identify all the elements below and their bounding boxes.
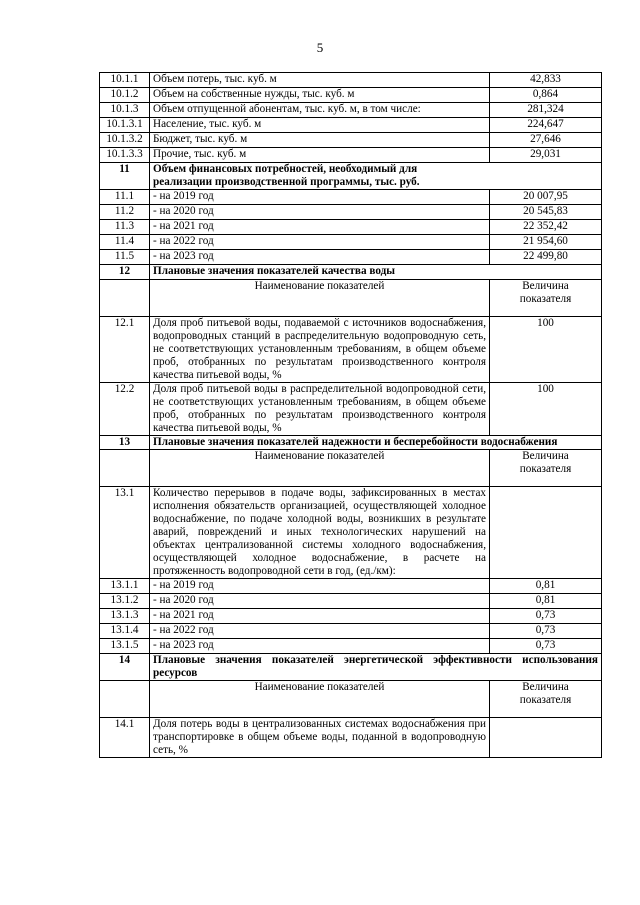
row-name: Прочие, тыс. куб. м	[150, 148, 490, 163]
row-value	[490, 487, 602, 579]
row-name: - на 2023 год	[150, 250, 490, 265]
row-value: 0,864	[490, 88, 602, 103]
row-value: 0,81	[490, 579, 602, 594]
header-name: Наименование показателей	[150, 681, 490, 718]
table-row	[100, 73, 602, 88]
row-value: 100	[490, 317, 602, 383]
row-number: 13.1.4	[100, 624, 150, 639]
indicators-table	[99, 72, 602, 758]
row-value: 281,324	[490, 103, 602, 118]
table-row	[100, 317, 602, 383]
header-value: Величина показателя	[490, 450, 602, 487]
header-spacer	[100, 280, 150, 317]
row-number: 10.1.1	[100, 73, 150, 88]
section-row	[100, 163, 602, 190]
row-number: 13.1	[100, 487, 150, 579]
header-name: Наименование показателей	[150, 450, 490, 487]
table-row	[100, 88, 602, 103]
row-name: - на 2019 год	[150, 579, 490, 594]
row-value: 0,73	[490, 609, 602, 624]
row-name: - на 2020 год	[150, 205, 490, 220]
row-name: - на 2022 год	[150, 235, 490, 250]
row-name: Бюджет, тыс. куб. м	[150, 133, 490, 148]
header-value: Величина показателя	[490, 280, 602, 317]
section-number: 14	[100, 654, 150, 681]
table-row	[100, 148, 602, 163]
section-title: Плановые значения показателей надежности и бесперебойности водоснабжения	[150, 436, 602, 450]
table-row	[100, 624, 602, 639]
section-number: 11	[100, 163, 150, 190]
table-row	[100, 639, 602, 654]
row-name: Объем на собственные нужды, тыс. куб. м	[150, 88, 490, 103]
row-value: 22 499,80	[490, 250, 602, 265]
row-number: 10.1.3.3	[100, 148, 150, 163]
row-name: Объем отпущенной абонентам, тыс. куб. м, в том числе:	[150, 103, 490, 118]
section-row	[100, 436, 602, 450]
page-number: 5	[316, 40, 324, 55]
table-row	[100, 190, 602, 205]
section-title: Плановые значения показателей качества воды	[150, 265, 602, 280]
row-value: 20 007,95	[490, 190, 602, 205]
row-name: Количество перерывов в подаче воды, зафиксированных в местах исполнения обязательств организацией, осуществляющей холодное водоснабжение, по подаче холодной воды, возникших в результате аварий, повреждений и иных технологических нарушений на объектах централизованной системы холодного водоснабжения, осуществляющей холодное водоснабжение, в расчете на протяженность водопроводной сети в год, (ед./км):	[150, 487, 490, 579]
row-number: 11.3	[100, 220, 150, 235]
table-row	[100, 383, 602, 436]
row-number: 12.2	[100, 383, 150, 436]
table-row	[100, 609, 602, 624]
table-row	[100, 118, 602, 133]
row-value: 21 954,60	[490, 235, 602, 250]
row-number: 11.2	[100, 205, 150, 220]
row-value: 0,81	[490, 594, 602, 609]
row-number: 10.1.3	[100, 103, 150, 118]
table-row	[100, 487, 602, 579]
row-name: Доля потерь воды в централизованных системах водоснабжения при транспортировке в общем объеме воды, поданной в водопроводную сеть, %	[150, 718, 490, 758]
row-number: 10.1.3.1	[100, 118, 150, 133]
row-value: 22 352,42	[490, 220, 602, 235]
row-value: 20 545,83	[490, 205, 602, 220]
row-number: 14.1	[100, 718, 150, 758]
row-name: - на 2021 год	[150, 220, 490, 235]
row-number: 13.1.3	[100, 609, 150, 624]
row-value: 0,73	[490, 639, 602, 654]
row-number: 13.1.2	[100, 594, 150, 609]
row-value: 0,73	[490, 624, 602, 639]
row-name: Доля проб питьевой воды в распределительной водопроводной сети, не соответствующих установленным требованиям, в общем объеме проб, отобранных по результатам производственного контроля качества питьевой воды, %	[150, 383, 490, 436]
row-number: 11.4	[100, 235, 150, 250]
table-row	[100, 220, 602, 235]
row-name: Доля проб питьевой воды, подаваемой с источников водоснабжения, водопроводных станций в распределительную водопроводную сеть, не соответствующих установленным требованиям, в общем объеме проб, отобранных по результатам производственного контроля качества питьевой воды, %	[150, 317, 490, 383]
row-name: - на 2020 год	[150, 594, 490, 609]
table-row	[100, 205, 602, 220]
header-spacer	[100, 681, 150, 718]
row-number: 10.1.2	[100, 88, 150, 103]
table-row	[100, 718, 602, 758]
table-row	[100, 579, 602, 594]
header-value: Величина показателя	[490, 681, 602, 718]
row-name: Население, тыс. куб. м	[150, 118, 490, 133]
section-number: 12	[100, 265, 150, 280]
row-value: 42,833	[490, 73, 602, 88]
row-number: 10.1.3.2	[100, 133, 150, 148]
row-name: - на 2019 год	[150, 190, 490, 205]
row-value: 29,031	[490, 148, 602, 163]
section-row	[100, 654, 602, 681]
row-value: 224,647	[490, 118, 602, 133]
row-value	[490, 718, 602, 758]
table-row	[100, 235, 602, 250]
table-row	[100, 250, 602, 265]
row-number: 13.1.5	[100, 639, 150, 654]
section-row	[100, 265, 602, 280]
row-name: - на 2022 год	[150, 624, 490, 639]
header-spacer	[100, 450, 150, 487]
row-name: - на 2023 год	[150, 639, 490, 654]
section-number: 13	[100, 436, 150, 450]
section-title: Объем финансовых потребностей, необходимый для реализации производственной программы, тыс. руб.	[150, 163, 602, 190]
header-name: Наименование показателей	[150, 280, 490, 317]
header-row	[100, 681, 602, 718]
table-row	[100, 594, 602, 609]
header-row	[100, 450, 602, 487]
row-name: Объем потерь, тыс. куб. м	[150, 73, 490, 88]
row-value: 100	[490, 383, 602, 436]
table-row	[100, 103, 602, 118]
row-name: - на 2021 год	[150, 609, 490, 624]
row-number: 12.1	[100, 317, 150, 383]
row-number: 11.1	[100, 190, 150, 205]
table-row	[100, 133, 602, 148]
header-row	[100, 280, 602, 317]
section-title: Плановые значения показателей энергетической эффективности использования ресурсов	[150, 654, 602, 681]
row-number: 11.5	[100, 250, 150, 265]
row-number: 13.1.1	[100, 579, 150, 594]
row-value: 27,646	[490, 133, 602, 148]
